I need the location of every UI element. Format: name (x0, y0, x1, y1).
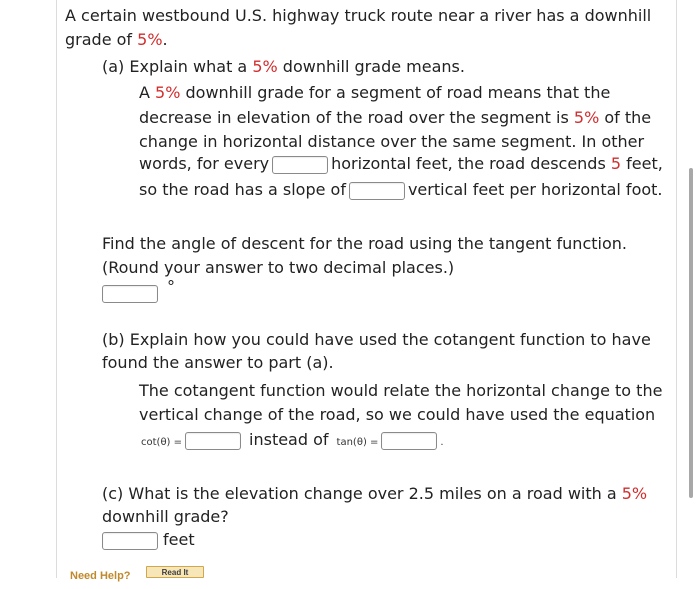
part-b-answer-line2: vertical change of the road, so we could have used the equation (139, 405, 656, 424)
angle-question-line1: Find the angle of descent for the road using the tangent function. (102, 234, 627, 253)
part-c-answer-row (99, 527, 195, 552)
angle-input[interactable] (102, 285, 158, 303)
content-left-border (56, 0, 57, 578)
part-c-question-line2: downhill grade? (102, 507, 229, 526)
grade-value: 5% (137, 30, 163, 49)
cot-label: cot(θ) = (141, 437, 183, 448)
problem-intro-line2: grade of 5%. (65, 30, 168, 49)
part-b-question-line1: (b) Explain how you could have used the cotangent function to have (102, 330, 651, 349)
elevation-change-input[interactable] (102, 532, 158, 550)
part-b-question-line2: found the answer to part (a). (102, 353, 334, 372)
part-a-answer-line2: decrease in elevation of the road over the segment is 5% of the (139, 108, 652, 127)
angle-answer-row (99, 277, 175, 305)
need-help-label: Need Help? (70, 570, 131, 582)
feet-unit: feet (163, 530, 195, 549)
angle-question-line2: (Round your answer to two decimal places.) (102, 258, 455, 277)
read-it-button[interactable]: Read It (146, 566, 204, 578)
part-a-answer-line1: A 5% downhill grade for a segment of road means that the (139, 83, 611, 102)
content-right-border (676, 0, 677, 578)
part-a-question: (a) Explain what a 5% downhill grade means. (102, 57, 465, 76)
degree-symbol: ° (167, 277, 175, 296)
part-c-question-line1: (c) What is the elevation change over 2.5 miles on a road with a 5% (102, 484, 648, 503)
tan-input[interactable] (381, 432, 437, 450)
part-b-answer-line1: The cotangent function would relate the horizontal change to the (139, 381, 663, 400)
part-b-equation-row: cot(θ) = instead of tan(θ) = . (141, 430, 444, 449)
part-a-answer-line4: words, for every horizontal feet, the road descends 5 feet, (139, 154, 663, 173)
tan-label: tan(θ) = (336, 437, 379, 448)
slope-input[interactable] (349, 182, 405, 200)
problem-intro-line1: A certain westbound U.S. highway truck route near a river has a downhill (65, 6, 652, 25)
cot-input[interactable] (185, 432, 241, 450)
horizontal-feet-input[interactable] (272, 156, 328, 174)
part-a-answer-line3: change in horizontal distance over the same segment. In other (139, 132, 645, 151)
part-a-answer-line5: so the road has a slope of vertical feet per horizontal foot. (139, 180, 663, 199)
scrollbar-thumb[interactable] (689, 168, 693, 498)
